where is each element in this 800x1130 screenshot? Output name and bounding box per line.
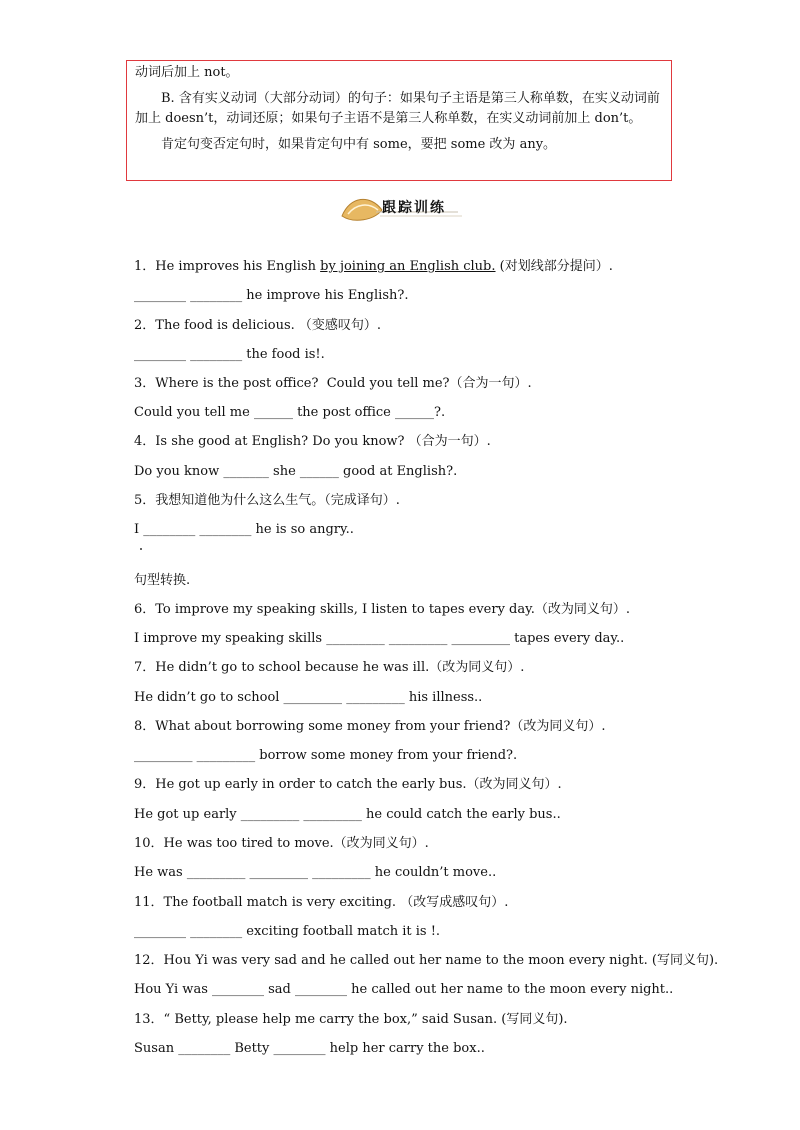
question-1-pre: 1．He improves his English <box>134 259 321 274</box>
question-10: 10．He was too tired to move.（改为同义句）. <box>134 836 429 851</box>
answer-2: ________ ________ the food is!. <box>134 347 325 362</box>
answer-5: I ________ ________ he is so angry.. <box>134 522 354 537</box>
question-9: 9．He got up early in order to catch the early bus.（改为同义句）. <box>134 777 562 792</box>
answer-12: Hou Yi was ________ sad ________ he called out her name to the moon every night.. <box>134 982 674 997</box>
answer-3: Could you tell me ______ the post office ______?. <box>134 405 446 420</box>
stray-dot <box>140 548 142 550</box>
grammar-note-box <box>126 60 672 181</box>
question-1-post: (对划线部分提问）. <box>495 259 613 274</box>
answer-4: Do you know _______ she ______ good at English?. <box>134 464 458 479</box>
note-line-1: 动词后加上 not。 <box>135 65 239 80</box>
question-2: 2．The food is delicious. （变感叹句）. <box>134 318 382 333</box>
question-1-underlined: by joining an English club. <box>320 259 496 274</box>
question-8: 8．What about borrowing some money from your friend?（改为同义句）. <box>134 719 606 734</box>
question-7: 7．He didn’t go to school because he was ill.（改为同义句）. <box>134 660 525 675</box>
note-line-3: 肯定句变否定句时，如果肯定句中有 some，要把 some 改为 any。 <box>161 137 557 152</box>
answer-13: Susan ________ Betty ________ help her carry the box.. <box>134 1041 485 1056</box>
answer-7: He didn’t go to school _________ _________ his illness.. <box>134 690 483 705</box>
question-13: 13．“ Betty, please help me carry the box,” said Susan. (写同义句). <box>134 1012 568 1027</box>
answer-9: He got up early _________ _________ he could catch the early bus.. <box>134 807 561 822</box>
section-banner-title: 跟踪训练 <box>382 200 446 216</box>
answer-1: ________ ________ he improve his English?. <box>134 288 409 303</box>
question-5: 5．我想知道他为什么这么生气。（完成译句）. <box>134 493 400 508</box>
answer-10: He was _________ _________ _________ he couldn’t move.. <box>134 865 497 880</box>
question-11: 11．The football match is very exciting. （改写成感叹句）. <box>134 895 509 910</box>
answer-6: I improve my speaking skills _________ _________ _________ tapes every day.. <box>134 631 625 646</box>
question-3: 3．Where is the post office? Could you tell me?（合为一句）. <box>134 376 532 391</box>
question-12: 12．Hou Yi was very sad and he called out her name to the moon every night. (写同义句). <box>134 953 719 968</box>
note-line-2: B. 含有实义动词（大部分动词）的句子：如果句子主语是第三人称单数，在实义动词前加上 doesn’t，动词还原；如果句子主语不是第三人称单数，在实义动词前加上 don’t。 <box>135 91 660 126</box>
question-1 <box>134 258 613 276</box>
question-4: 4．Is she good at English? Do you know? （合为一句）. <box>134 434 491 449</box>
answer-8: _________ _________ borrow some money from your friend?. <box>134 748 518 763</box>
question-6: 6．To improve my speaking skills, I listen to tapes every day.（改为同义句）. <box>134 602 630 617</box>
section-title-transform: 句型转换. <box>134 573 191 588</box>
answer-11: ________ ________ exciting football match it is !. <box>134 924 441 939</box>
